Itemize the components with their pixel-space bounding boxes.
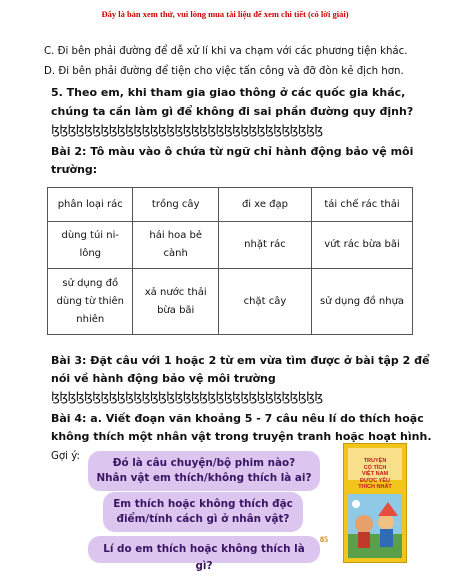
book-title-line: CỔ TÍCH [363, 464, 387, 471]
option-c: C. Đi bên phải đường để dễ xử lí khi va chạm với các phương tiện khác. [44, 46, 408, 57]
book-illustration [348, 494, 402, 558]
exercise-4-line-1: Bài 4: a. Viết đoạn văn khoảng 5 - 7 câu nêu lí do thích hoặc [51, 412, 424, 425]
book-title-line: ĐƯỢC YÊU [360, 477, 390, 484]
table-cell[interactable]: hái hoa bẻ cành [133, 222, 218, 269]
hint-bubble: Lí do em thích hoặc không thích là gì? [88, 536, 320, 563]
table-cell[interactable]: trồng cây [133, 188, 218, 222]
table-cell[interactable]: phân loại rác [48, 188, 133, 222]
option-d: D. Đi bên phải đường để tiện cho việc tấn công và đỡ đòn kẻ địch hơn. [44, 66, 404, 77]
preview-banner: Đây là bản xem thử, vui lòng mua tài liệu để xem chi tiết (có lời giải) [101, 9, 349, 19]
table-row [48, 222, 413, 269]
answer-line: ɮɮɮɮɮɮɮɮɮɮɮɮɮɮɮɮɮɮɮɮɮɮɮɮɮɮɮɮɮɮɮɮɮ [51, 123, 323, 137]
table-cell[interactable]: chặt cây [218, 269, 311, 335]
table-cell[interactable]: nhặt rác [218, 222, 311, 269]
hint-label: Gợi ý: [51, 451, 80, 462]
table-cell[interactable]: đi xe đạp [218, 188, 311, 222]
book-title-line: TRUYỆN [363, 458, 387, 464]
table-cell[interactable]: xả nước thải bừa bãi [133, 269, 218, 335]
table-cell[interactable]: dùng túi ni-lông [48, 222, 133, 269]
word-table [47, 187, 413, 335]
table-cell[interactable]: sử dụng đồ nhựa [312, 269, 413, 335]
exercise-4-line-2: không thích một nhân vật trong truyện tranh hoặc hoạt hình. [51, 430, 432, 443]
exercise-2-line-1: Bài 2: Tô màu vào ô chứa từ ngữ chỉ hành động bảo vệ môi [51, 145, 414, 158]
table-cell[interactable]: sử dụng đồ dùng từ thiên nhiên [48, 269, 133, 335]
exercise-3-line-2: nói về hành động bảo vệ môi trường [51, 372, 276, 385]
question-5-line-1: 5. Theo em, khi tham gia giao thông ở các quốc gia khác, [51, 86, 406, 99]
exercise-2-line-2: trường: [51, 163, 98, 176]
answer-line: ɮɮɮɮɮɮɮɮɮɮɮɮɮɮɮɮɮɮɮɮɮɮɮɮɮɮɮɮɮɮɮɮɮ [51, 390, 323, 404]
question-5-line-2: chúng ta cần làm gì để không đi sai phần đường quy định? [51, 105, 414, 118]
book-title-line: THÍCH NHẤT [358, 484, 392, 490]
hint-bubble: Em thích hoặc không thích đặc điểm/tính cách gì ở nhân vật? [103, 492, 303, 532]
exercise-3-line-1: Bài 3: Đặt câu với 1 hoặc 2 từ em vừa tìm được ở bài tập 2 để [51, 354, 430, 367]
table-cell[interactable]: vứt rác bừa bãi [312, 222, 413, 269]
table-row [48, 188, 413, 222]
book-cover-image [343, 443, 407, 563]
page-number: 85 [320, 535, 328, 544]
book-title-line: VIỆT NAM [361, 471, 389, 477]
table-row [48, 269, 413, 335]
table-cell[interactable]: tái chế rác thải [312, 188, 413, 222]
hint-bubble: Đó là câu chuyện/bộ phim nào? Nhân vật em thích/không thích là ai? [88, 451, 320, 491]
